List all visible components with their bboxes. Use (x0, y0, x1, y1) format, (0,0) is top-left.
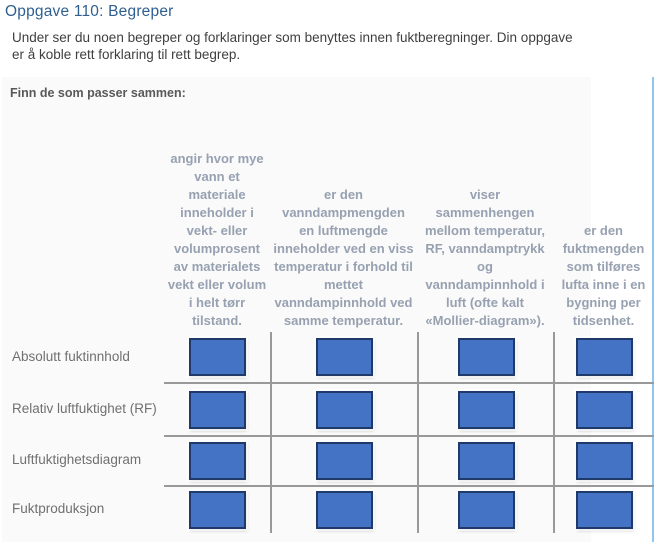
answer-box-r4c3[interactable] (458, 491, 515, 529)
definition-col-2 (270, 77, 417, 332)
answer-box-r1c4[interactable] (576, 338, 633, 376)
answer-box-r2c4[interactable] (576, 391, 633, 429)
answer-box-r2c1[interactable] (189, 391, 246, 429)
answer-box-r2c2[interactable] (316, 391, 373, 429)
grid-cell-r4c1 (164, 485, 270, 533)
answer-box-r4c2[interactable] (316, 491, 373, 529)
answer-box-r3c3[interactable] (458, 442, 515, 480)
definition-text-1: angir hvor mye vann et materiale inneholder i vekt- eller volumprosent av materialets vekt eller volum i helt tørr tilstand. (167, 151, 267, 328)
answer-box-r1c2[interactable] (316, 338, 373, 376)
grid-cell-r2c1 (164, 382, 270, 435)
grid-cell-r4c3 (417, 485, 553, 533)
grid-cell-r4c4 (553, 485, 654, 533)
grid-cell-r3c1 (164, 435, 270, 485)
definition-col-4 (553, 77, 654, 332)
grid-cell-r1c3 (417, 332, 553, 382)
answer-box-r4c4[interactable] (576, 491, 633, 529)
answer-box-r3c4[interactable] (576, 442, 633, 480)
grid-cell-r3c2 (270, 435, 417, 485)
intro-line-1: Under ser du noen begreper og forklaringer som benyttes innen fuktberegninger. Din oppgave (12, 30, 573, 45)
grid-cell-r4c2 (270, 485, 417, 533)
term-label-1: Absolutt fuktinnhold (12, 349, 130, 364)
intro-text (12, 29, 573, 63)
term-label-4: Fuktproduksjon (12, 501, 105, 516)
definition-text-3: viser sammenhengen mellom temperatur, RF, vanndamptrykk og vanndampinnhold i luft (ofte kalt «Mollier-diagram»). (425, 187, 545, 328)
matching-widget (2, 77, 654, 542)
prompt-cell (2, 77, 186, 332)
answer-box-r3c1[interactable] (189, 442, 246, 480)
grid-cell-r1c1 (164, 332, 270, 382)
definition-col-3 (417, 77, 553, 332)
grid-cell-r1c4 (553, 332, 654, 382)
answer-box-r2c3[interactable] (458, 391, 515, 429)
term-label-2: Relativ luftfuktighet (RF) (12, 400, 157, 416)
term-label-3: Luftfuktighetsdiagram (12, 452, 142, 467)
answer-box-r1c3[interactable] (458, 338, 515, 376)
answer-box-r4c1[interactable] (189, 491, 246, 529)
prompt-label: Finn de som passer sammen: (10, 86, 186, 100)
grid-cell-r1c2 (270, 332, 417, 382)
answer-box-r1c1[interactable] (189, 338, 246, 376)
page-title: Oppgave 110: Begreper (5, 3, 174, 20)
definition-text-2: er den vanndampmengden en luftmengde inneholder ved en viss temperatur i forhold til mettet vanndampinnhold ved samme temperatur. (273, 187, 414, 328)
answer-box-r3c2[interactable] (316, 442, 373, 480)
grid-cell-r2c3 (417, 382, 553, 435)
intro-line-2: er å koble rett forklaring til rett begrep. (12, 47, 241, 62)
matching-grid (2, 77, 654, 533)
grid-cell-r3c4 (553, 435, 654, 485)
grid-cell-r2c4 (553, 382, 654, 435)
definition-col-1 (164, 77, 270, 332)
definition-text-4: er den fuktmengden som tilføres lufta inne i en bygning per tidsenhet. (561, 223, 646, 328)
grid-cell-r3c3 (417, 435, 553, 485)
grid-cell-r2c2 (270, 382, 417, 435)
